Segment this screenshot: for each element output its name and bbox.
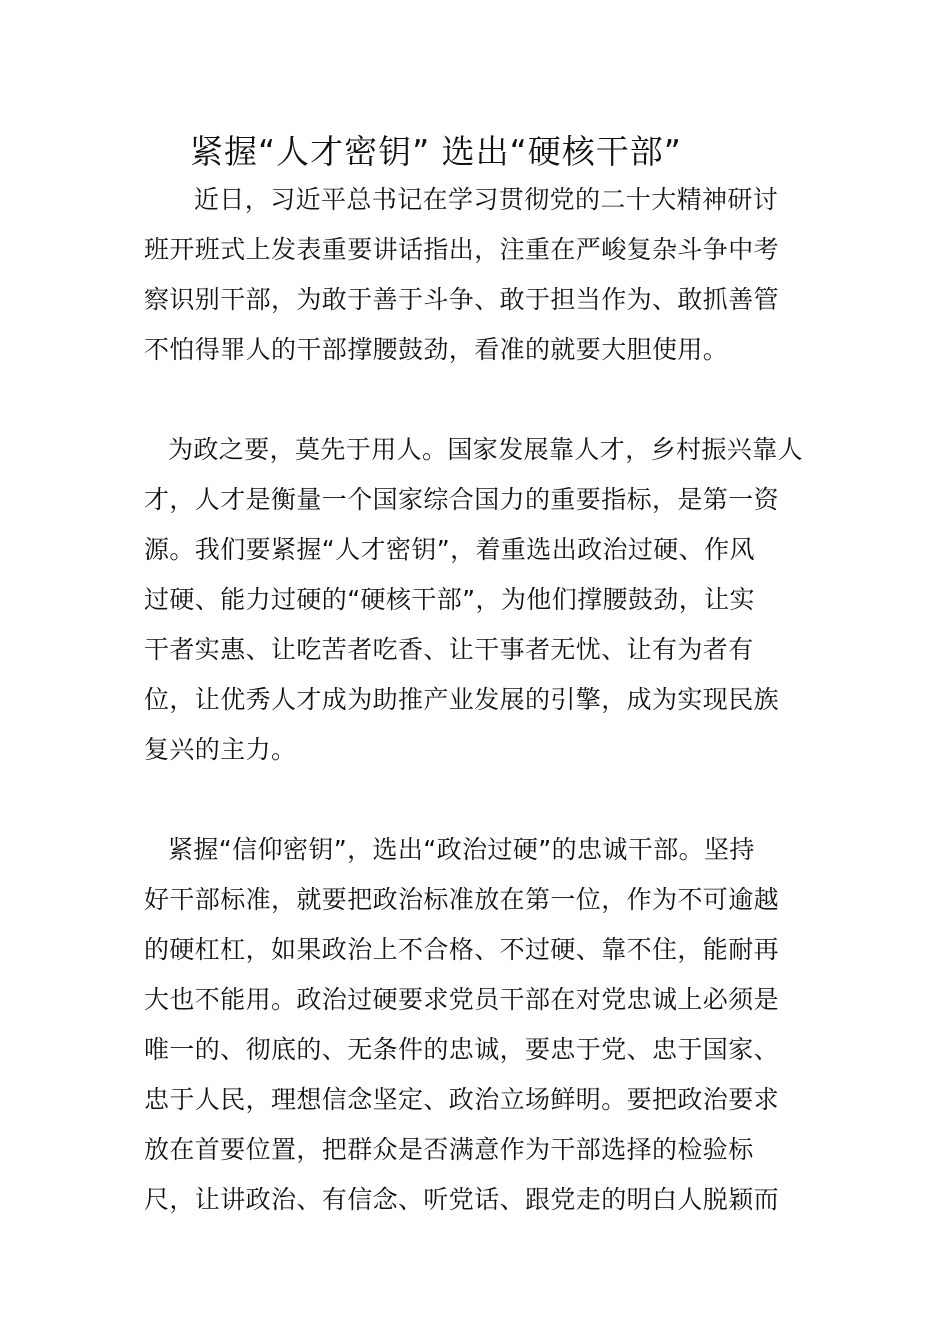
paragraph-3-line-4: 大也不能用。政治过硬要求党员干部在对党忠诚上必须是 (144, 985, 780, 1014)
paragraph-3-line-7: 放在首要位置，把群众是否满意作为干部选择的检验标 (144, 1135, 754, 1164)
paragraph-3-line-1: 紧握“信仰密钥”，选出“政治过硬”的忠诚干部。坚持 (168, 835, 755, 864)
paragraph-1-line-3: 察识别干部，为敢于善于斗争、敢于担当作为、敢抓善管 (144, 285, 780, 314)
paragraph-3-line-5: 唯一的、彻底的、无条件的忠诚，要忠于党、忠于国家、 (144, 1035, 780, 1064)
paragraph-3-line-2: 好干部标准，就要把政治标准放在第一位，作为不可逾越 (144, 885, 780, 914)
paragraph-1-line-4: 不怕得罪人的干部撑腰鼓劲，看准的就要大胆使用。 (144, 335, 729, 364)
paragraph-1-line-2: 班开班式上发表重要讲话指出，注重在严峻复杂斗争中考 (144, 235, 780, 264)
paragraph-2-line-6: 位，让优秀人才成为助推产业发展的引擎，成为实现民族 (144, 685, 780, 714)
paragraph-2-line-3: 源。我们要紧握“人才密钥”，着重选出政治过硬、作风 (144, 535, 755, 564)
paragraph-1-line-1: 近日，习近平总书记在学习贯彻党的二十大精神研讨 (194, 185, 779, 214)
paragraph-3-line-8: 尺，让讲政治、有信念、听党话、跟党走的明白人脱颖而 (144, 1185, 780, 1214)
paragraph-3-line-3: 的硬杠杠，如果政治上不合格、不过硬、靠不住，能耐再 (144, 935, 780, 964)
paragraph-2-line-4: 过硬、能力过硬的“硬核干部”，为他们撑腰鼓劲，让实 (144, 585, 755, 614)
paragraph-2-line-5: 干者实惠、让吃苦者吃香、让干事者无忧、让有为者有 (144, 635, 754, 664)
paragraph-3-line-6: 忠于人民，理想信念坚定、政治立场鲜明。要把政治要求 (144, 1085, 780, 1114)
paragraph-2-line-2: 才，人才是衡量一个国家综合国力的重要指标，是第一资 (144, 485, 780, 514)
paragraph-2-line-1: 为政之要，莫先于用人。国家发展靠人才，乡村振兴靠人 (168, 435, 804, 464)
document-title: 紧握“人才密钥” 选出“硬核干部” (190, 132, 682, 171)
paragraph-2-line-7: 复兴的主力。 (144, 735, 297, 764)
